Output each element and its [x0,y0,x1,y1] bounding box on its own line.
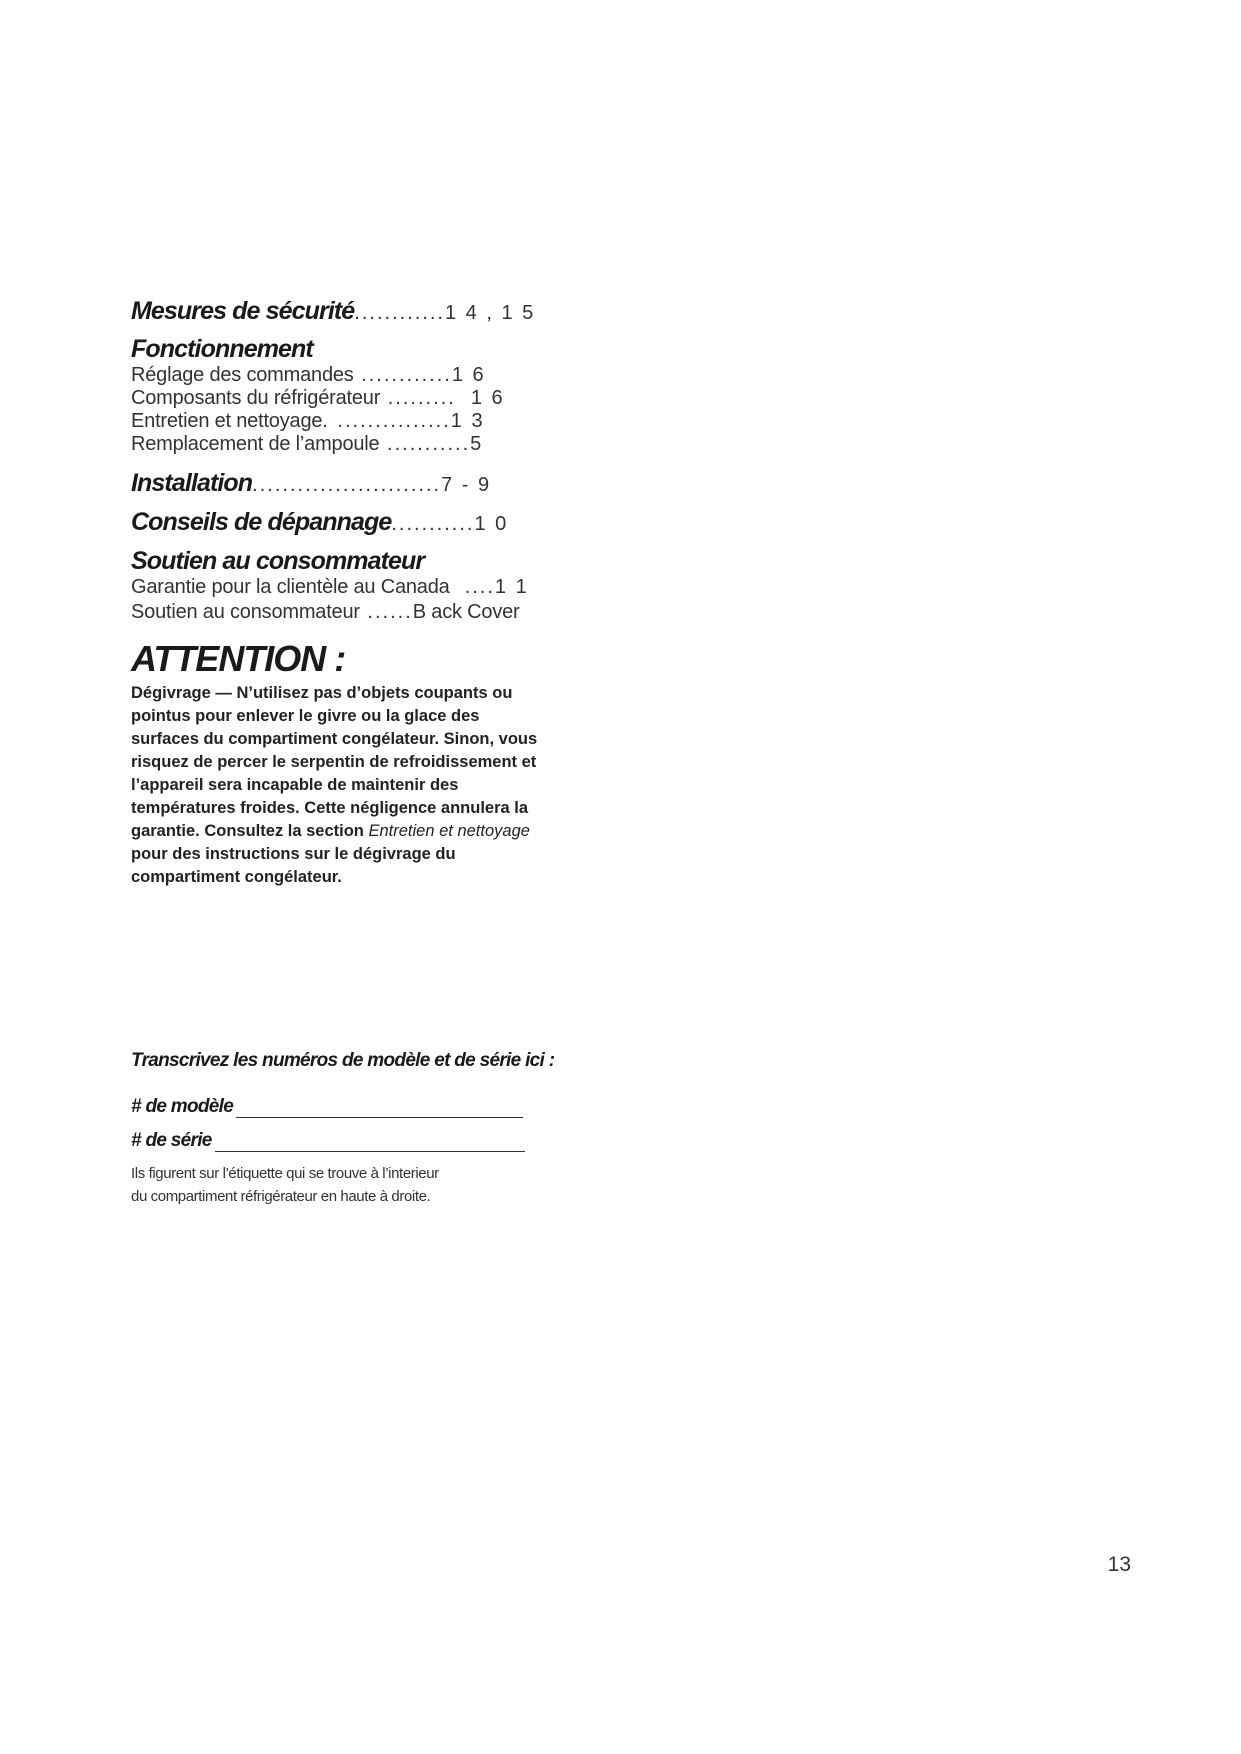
toc-page-ref: 1 3 [450,410,485,432]
label-location-note [131,1162,631,1208]
toc-subentry-label: Réglage des commandes [131,364,354,386]
model-number-label: # de modèle [131,1096,234,1117]
toc-subentry-label: Composants du réfrigérateur [131,387,381,409]
toc-section-fonctionnement: Fonctionnement [131,335,313,363]
toc-leader-dots: ............ [353,364,452,386]
page-number: 13 [1107,1553,1131,1576]
toc-page-ref: 1 6 [455,387,505,409]
attention-warning-text [131,682,551,889]
toc-leader-dots: ........... [379,433,471,455]
toc-leader-dots: ...... [359,601,413,623]
toc-entry-installation[interactable] [131,468,631,500]
toc-entry-depannage[interactable] [131,507,631,539]
toc-subentry[interactable] [131,601,631,624]
toc-page-ref: 5 [470,433,484,455]
toc-entry-title: Installation [131,469,253,497]
toc-section-soutien: Soutien au consommateur [131,547,425,575]
toc-subentry[interactable] [131,364,631,387]
note-line: Ils figurent sur l’étiquette qui se trouve à l’interieur [131,1165,439,1182]
toc-leader-dots: .... [449,576,495,598]
toc-leader-dots: ........... [391,513,475,535]
toc-page-ref: 1 4 , 1 5 [444,302,536,324]
model-serial-record [131,1050,631,1208]
toc-page-ref: 1 0 [474,513,509,535]
toc-subentry-label: Remplacement de l’ampoule [131,433,380,455]
serial-number-label: # de série [131,1130,212,1151]
model-number-blank [236,1099,523,1118]
toc-subentry-label: Soutien au consommateur [131,601,360,623]
toc-leader-dots: ......... [380,387,456,409]
toc-subentry[interactable] [131,387,631,410]
toc-entry-title: Mesures de sécurité [131,297,355,325]
toc-leader-dots: ......................... [252,474,442,496]
serial-number-blank [215,1133,525,1152]
attention-heading: ATTENTION : [131,638,346,679]
note-line: du compartiment réfrigérateur en haute à droite. [131,1188,431,1205]
toc-page-ref: 1 1 [494,576,529,598]
toc-subentry[interactable] [131,576,631,599]
toc-subentry-label: Garantie pour la clientèle au Canada [131,576,450,598]
toc-entry-title: Conseils de dépannage [131,508,392,536]
toc-leader-dots: ............ [354,302,445,324]
toc-page-ref: 1 6 [451,364,486,386]
toc-subentry[interactable] [131,433,631,456]
toc-subentry[interactable] [131,410,631,433]
record-heading: Transcrivez les numéros de modèle et de série ici : [131,1050,555,1071]
toc-page-ref: 7 - 9 [441,474,492,496]
table-of-contents [131,296,631,624]
toc-page-ref: B ack Cover [412,601,520,623]
attention-text-part: pour des instructions sur le dégivrage du compartiment congélateur. [131,845,456,886]
serial-number-line [131,1118,631,1152]
attention-section-reference: Entretien et nettoyage [368,822,530,840]
toc-leader-dots: . ............... [322,410,451,432]
toc-entry-securite[interactable] [131,296,631,328]
attention-text-part: Dégivrage — N’utilisez pas d’objets coupants ou pointus pour enlever le givre ou la glace des surfaces du compartiment congélateur. Sinon, vous risquez de percer le serpentin de refroidissement et l’appareil sera incapable de maintenir des températures froides. Cette négligence annulera la garantie. Consultez la section [131,684,538,840]
toc-subentry-label: Entretien et nettoyage [131,410,323,432]
model-number-line [131,1084,631,1118]
